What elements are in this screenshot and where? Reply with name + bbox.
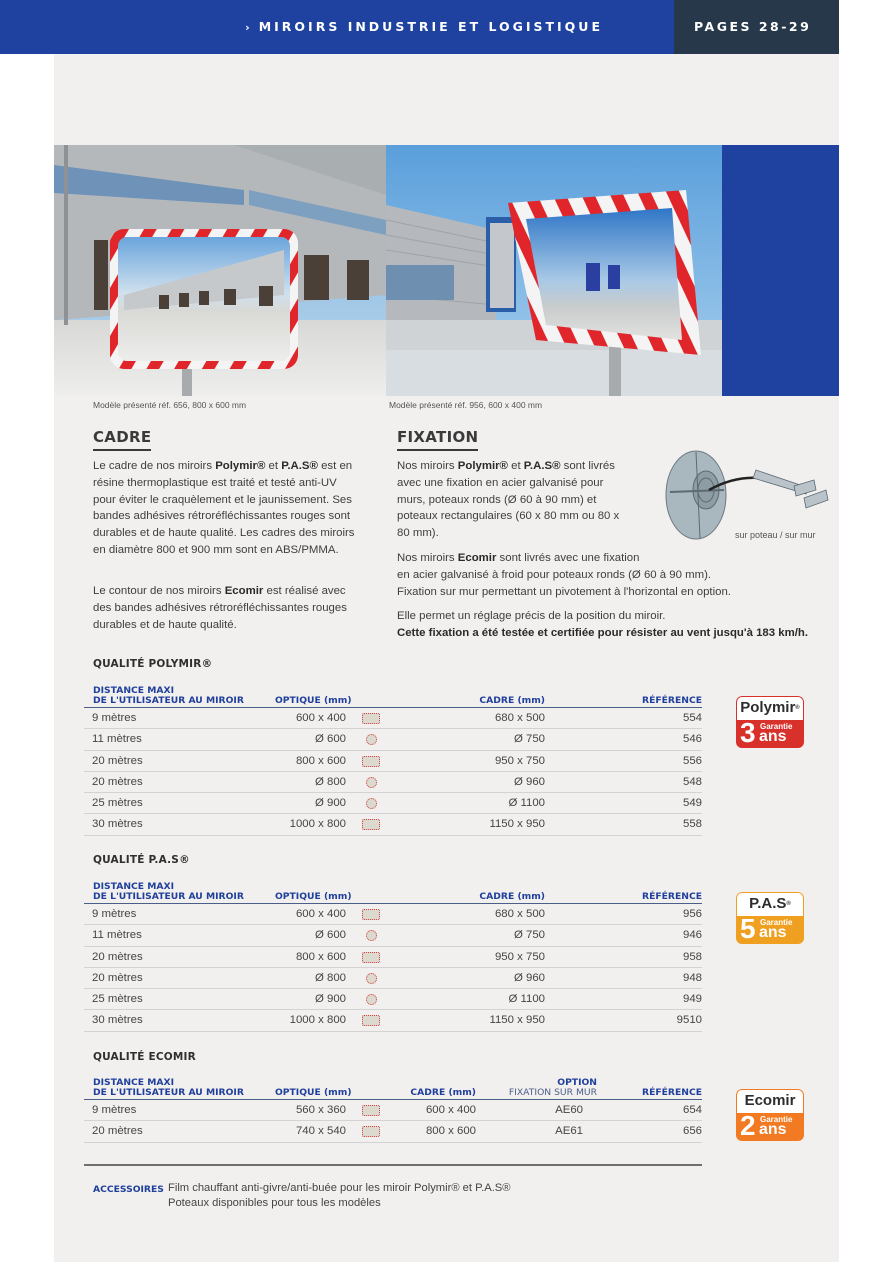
table-row	[84, 1010, 702, 1031]
table-row	[84, 751, 702, 772]
table-row	[84, 1121, 702, 1142]
cell-reference: 656	[682, 1125, 702, 1138]
table-row	[84, 772, 702, 793]
header-distance: DISTANCE MAXI DE L'UTILISATEUR AU MIROIR	[93, 1077, 244, 1098]
cell-optique: 800 x 600	[295, 754, 346, 767]
cell-optique: Ø 800	[314, 775, 346, 788]
pas-table	[84, 880, 702, 1032]
fixation-heading: FIXATION	[397, 428, 478, 451]
rectangular-mirror-icon	[362, 1105, 380, 1116]
rectangular-mirror-icon	[362, 756, 380, 767]
cell-distance: 20 mètres	[92, 754, 143, 767]
cell-distance: 30 mètres	[92, 818, 143, 831]
fixation-paragraph-1: Nos miroirs Polymir® et P.A.S® sont livrés avec une fixation en acier galvanisé pour murs, poteaux ronds (Ø 60 à 90 mm) et poteaux rectangulaires (60 x 80 mm ou 80 x 80 mm).	[397, 460, 620, 540]
pas-warranty-badge: P.A.S® 5 Garantie ans	[736, 892, 804, 944]
table-row	[84, 989, 702, 1010]
rectangular-mirror-icon	[362, 1015, 380, 1026]
cell-distance: 9 mètres	[92, 712, 137, 724]
round-mirror-icon	[366, 734, 377, 745]
header-distance: DISTANCE MAXI DE L'UTILISATEUR AU MIROIR	[93, 881, 244, 902]
cell-cadre: 1150 x 950	[489, 1014, 545, 1027]
rectangular-mirror-icon	[362, 713, 380, 724]
section-title-text: MIROIRS INDUSTRIE ET LOGISTIQUE	[258, 19, 603, 34]
blue-accent-panel	[722, 145, 839, 396]
table-header	[84, 1076, 702, 1100]
table-row	[84, 814, 702, 835]
photo-warehouse-mirror	[54, 145, 386, 396]
round-mirror-icon	[366, 930, 377, 941]
cell-cadre: Ø 960	[513, 971, 545, 984]
table-row	[84, 729, 702, 750]
header-cadre: CADRE (mm)	[479, 695, 545, 706]
cell-cadre: 950 x 750	[494, 754, 545, 767]
table-row	[84, 925, 702, 946]
fixation-paragraph-2: Nos miroirs Ecomir sont livrés avec une fixation en acier galvanisé à froid pour poteaux ronds (Ø 60 à 90 mm). Fixation sur mur permettant un pivotement à l'horizontal en option.	[397, 552, 731, 598]
header-reference: RÉFÉRENCE	[642, 891, 702, 902]
cell-reference: 549	[682, 797, 702, 810]
cell-optique: 740 x 540	[295, 1125, 346, 1138]
cell-reference: 554	[682, 712, 702, 724]
rectangular-mirror-icon	[362, 1126, 380, 1137]
cell-distance: 30 mètres	[92, 1014, 143, 1027]
table-row	[84, 904, 702, 925]
cell-cadre: 950 x 750	[494, 950, 545, 963]
table-header	[84, 880, 702, 904]
header-cadre: CADRE (mm)	[410, 1087, 476, 1098]
cell-reference: 9510	[676, 1014, 702, 1027]
round-mirror-icon	[366, 994, 377, 1005]
photo-caption-1: Modèle présenté réf. 656, 800 x 600 mm	[93, 400, 247, 410]
photo-building-mirror	[386, 145, 722, 396]
cell-option: AE61	[555, 1125, 583, 1138]
cell-reference: 558	[682, 818, 702, 831]
cell-optique: 800 x 600	[295, 950, 346, 963]
ecomir-warranty-badge: Ecomir 2 Garantie ans	[736, 1089, 804, 1141]
ecomir-table	[84, 1076, 702, 1143]
header-bar	[0, 0, 839, 54]
cell-reference: 948	[682, 971, 702, 984]
cell-distance: 20 mètres	[92, 775, 143, 788]
cell-cadre: 680 x 500	[494, 712, 545, 724]
cell-reference: 654	[682, 1104, 702, 1116]
cell-reference: 548	[682, 775, 702, 788]
cell-optique: Ø 800	[314, 971, 346, 984]
cell-cadre: 680 x 500	[494, 908, 545, 920]
cell-optique: 1000 x 800	[289, 1014, 346, 1027]
cadre-paragraph-2: Le contour de nos miroirs Ecomir est réalisé avec des bandes adhésives rétroréfléchissantes rouges durables et de haute qualité.	[93, 585, 347, 631]
cell-optique: Ø 900	[314, 993, 346, 1006]
rectangular-mirror-icon	[362, 819, 380, 830]
cell-optique: 1000 x 800	[289, 818, 346, 831]
round-mirror-icon	[366, 973, 377, 984]
cell-cadre: Ø 960	[513, 775, 545, 788]
cell-distance: 25 mètres	[92, 993, 143, 1006]
rectangular-mirror-icon	[362, 952, 380, 963]
header-optique: OPTIQUE (mm)	[275, 891, 352, 902]
bracket-caption: sur poteau / sur mur	[735, 530, 816, 540]
rectangular-mirror-icon	[362, 909, 380, 920]
cell-reference: 956	[682, 908, 702, 920]
cell-reference: 546	[682, 733, 702, 746]
cell-cadre: Ø 1100	[508, 993, 545, 1006]
header-cadre: CADRE (mm)	[479, 891, 545, 902]
chevron-right-icon: ›	[245, 21, 253, 34]
page-range: PAGES 28-29	[674, 0, 839, 54]
header-reference: RÉFÉRENCE	[642, 695, 702, 706]
pas-title: QUALITÉ P.A.S®	[93, 854, 190, 866]
cell-reference: 958	[682, 950, 702, 963]
cell-optique: 600 x 400	[295, 712, 346, 724]
cell-optique: Ø 900	[314, 797, 346, 810]
accessories-label: ACCESSOIRES	[93, 1184, 164, 1195]
cell-distance: 25 mètres	[92, 797, 143, 810]
cell-cadre: Ø 1100	[508, 797, 545, 810]
table-row	[84, 708, 702, 729]
cell-optique: Ø 600	[314, 733, 346, 746]
accessories-divider	[84, 1164, 702, 1166]
table-header	[84, 684, 702, 708]
section-title	[245, 0, 603, 54]
cell-reference: 946	[682, 929, 702, 942]
cell-option: AE60	[555, 1104, 583, 1116]
ecomir-title: QUALITÉ ECOMIR	[93, 1051, 196, 1063]
polymir-title: QUALITÉ POLYMIR®	[93, 658, 213, 670]
cell-reference: 949	[682, 993, 702, 1006]
photo-caption-2: Modèle présenté réf. 956, 600 x 400 mm	[389, 400, 543, 410]
table-row	[84, 968, 702, 989]
cell-reference: 556	[682, 754, 702, 767]
cell-optique: 600 x 400	[295, 908, 346, 920]
header-reference: RÉFÉRENCE	[642, 1087, 702, 1098]
cell-distance: 9 mètres	[92, 1104, 137, 1116]
cell-distance: 11 mètres	[92, 929, 142, 942]
cell-cadre: 600 x 400	[425, 1104, 476, 1116]
cell-distance: 9 mètres	[92, 908, 137, 920]
header-option: OPTION FIXATION SUR MUR	[508, 1077, 597, 1098]
header-distance: DISTANCE MAXI DE L'UTILISATEUR AU MIROIR	[93, 685, 244, 706]
cell-cadre: Ø 750	[513, 929, 545, 942]
accessories-text: Film chauffant anti-givre/anti-buée pour les miroir Polymir® et P.A.S® Poteaux disponibles pour tous les modèles	[168, 1182, 511, 1209]
cell-cadre: 800 x 600	[425, 1125, 476, 1138]
cadre-heading: CADRE	[93, 428, 151, 451]
mirror-bracket-illustration	[664, 450, 834, 540]
cell-distance: 20 mètres	[92, 971, 143, 984]
cell-optique: 560 x 360	[295, 1104, 346, 1116]
table-row	[84, 793, 702, 814]
fixation-paragraph-3: Elle permet un réglage précis de la position du miroir. Cette fixation a été testée et certifiée pour résister au vent jusqu'à 183 km/h.	[397, 610, 809, 639]
round-mirror-icon	[366, 777, 377, 788]
header-optique: OPTIQUE (mm)	[275, 1087, 352, 1098]
cell-cadre: Ø 750	[513, 733, 545, 746]
cell-distance: 20 mètres	[92, 1125, 143, 1138]
cell-distance: 11 mètres	[92, 733, 142, 746]
cell-optique: Ø 600	[314, 929, 346, 942]
header-optique: OPTIQUE (mm)	[275, 695, 352, 706]
polymir-warranty-badge: Polymir® 3 Garantie ans	[736, 696, 804, 748]
table-row	[84, 947, 702, 968]
round-mirror-icon	[366, 798, 377, 809]
cell-cadre: 1150 x 950	[489, 818, 545, 831]
cell-distance: 20 mètres	[92, 950, 143, 963]
table-row	[84, 1100, 702, 1121]
cadre-paragraph-1: Le cadre de nos miroirs Polymir® et P.A.S® est en résine thermoplastique est traité et testé anti-UV pour éviter le craquèlement et le jaunissement. Ses bandes adhésives rétroréfléchissantes rouges sont durables et de haute qualité. Les cadres des miroirs en diamètre 800 et 900 mm sont en ABS/PMMA.	[93, 460, 355, 556]
polymir-table	[84, 684, 702, 836]
